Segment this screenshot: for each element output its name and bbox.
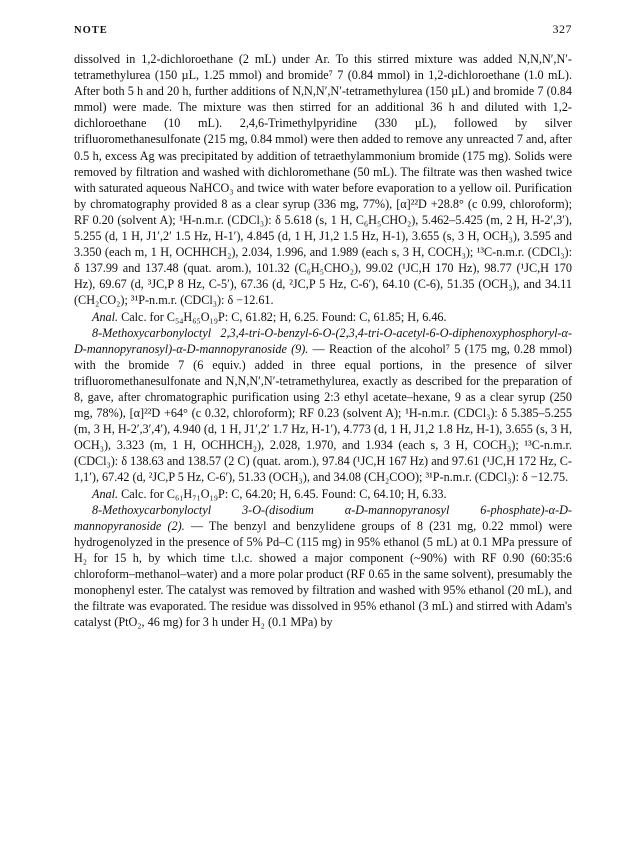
paragraph-text: — Reaction of the alcohol⁷ 5 (175 mg, 0.28 mmol) with the bromide 7 (6 equiv.) added in three equal portions, in the presence of silver trifluoromethanesulfonate and N,N,N′,N′-tetramethylurea, exactly as described for the preparation of 8, gave, after chromatographic purification using 2:3 ethyl acetate–hexane, 9 as a clear syrup (250 mg, 78%), [α]²²D +64° (c 0.32, chloroform); RF 0.23 (solvent A); ¹H-n.m.r. (CDCl₃): δ 5.385–5.255 (m, 3 H, H-2′,3′,4′), 4.940 (d, 1 H, J1′,2′ 1.7 Hz, H-1′), 4.773 (d, 1 H, J1,2 1.8 Hz, H-1), 3.655 (s, 3 H, OCH₃), 3.323 (m, 1 H, OCHHCH₂), 2.028, 1.970, and 1.934 (each s, 3 H, COCH₃); ¹³C-n.m.r. (CDCl₃): δ 138.63 and 138.57 (2 C) (quat. arom.), 97.84 (¹JC,H 167 Hz) and 97.61 (¹JC,H 172 Hz, C-1,1′), 67.42 (d, ²JC,P 5 Hz, C-6′), 51.33 (OCH₃), and 34.08 (CH₂COO); ³¹P-n.m.r. (CDCl₃): δ −12.75. bbox=[74, 341, 572, 485]
section-label: NOTE bbox=[74, 25, 108, 36]
paragraph-text: — The benzyl and benzylidene groups of 8 (231 mg, 0.22 mmol) were hydrogenolyzed in the presence of 5% Pd–C (115 mg) in 95% ethanol (5 mL) at 0.1 MPa pressure of H₂ for 15 h, by which time t.l.c. showed a major component (~90%) with RF 0.90 (60:35:6 chloroform–methanol–water) and a more polar product (RF 0.65 in the same solvent), presumably the monophenyl ester. The catalyst was removed by filtration and washed with 95% ethanol (20 mL), and the filtrate was evaporated. The residue was dissolved in 95% ethanol (3 mL) and stirred with Adam's catalyst (PtO₂, 46 mg) for 3 h under H₂ (0.1 MPa) by bbox=[74, 518, 573, 630]
analysis-lead: Anal. bbox=[92, 486, 119, 501]
paragraph-text: dissolved in 1,2-dichloroethane (2 mL) under Ar. To this stirred mixture was added N,N,N′,N′-tetramethylurea (150 µL, 1.25 mmol) and bromide⁷ 7 (0.84 mmol) in 1,2-dichloroethane (1.0 mL). After both 5 h and 20 h, further additions of N,N,N′,N′-tetramethylurea (150 µL) and bromide 7 (0.84 mmol) were made. The mixture was then stirred for an additional 36 h and diluted with 1,2-dichloroethane (10 mL). 2,4,6-Trimethylpyridine (330 µL), followed by silver trifluoromethanesulfonate (215 mg, 0.84 mmol) were then added to remove any unreacted 7 and, after 0.5 h, excess Ag was precipitated by addition of tetraethylammonium bromide (175 mg). Solids were removed by filtration and washed with dichloromethane (50 mL). The filtrate was then washed twice with saturated aqueous NaHCO₃ and twice with water before evaporation to a yellow oil. Purification by chromatography provided 8 as a clear syrup (336 mg, 77%), [α]²²D +28.8° (c 0.99, chloroform); RF 0.20 (solvent A); ¹H-n.m.r. (CDCl₃): δ 5.618 (s, 1 H, C₆H₅CHO₂), 5.462–5.425 (m, 2 H, H-2′,3′), 5.255 (d, 1 H, J1′,2′ 1.5 Hz, H-1′), 4.845 (d, 1 H, J1,2 1.5 Hz, H-1), 3.655 (s, 3 H, OCH₃), 3.595 and 3.350 (each m, 1 H, OCHHCH₂), 2.034, 1.996, and 1.989 (each s, 3 H, COCH₃); ¹³C-n.m.r. (CDCl₃): δ 137.99 and 137.48 (quat. arom.), 101.32 (C₆H₅CHO₂), 99.02 (¹JC,H 170 Hz), 98.77 (¹JC,H 170 Hz), 69.67 (d, ³JC,P 8 Hz, C-5′), 67.36 (d, ²JC,P 5 Hz, C-6′), 64.10 (C-6), 51.35 (OCH₃), and 34.11 (CH₂CO₂); ³¹P-n.m.r. (CDCl₃): δ −12.61. bbox=[74, 52, 572, 308]
paragraph-analysis-9 bbox=[74, 486, 572, 502]
compound-heading: 8-Methoxycarbonyloctyl 2,3,4-tri-O-benzyl-6-O-(2,3,4-tri-O-acetyl-6-O-diphenoxyphosphoryl-α-D-mannopyranosyl)-α-D-mannopyranoside (9). bbox=[74, 325, 572, 356]
paragraph-compound-8-procedure bbox=[74, 51, 572, 309]
paragraph-text: Calc. for C₆₁H₇₁O₁₉P: C, 64.20; H, 6.45. Found: C, 64.10; H, 6.33. bbox=[118, 486, 447, 501]
paragraph-compound-2 bbox=[74, 502, 572, 631]
paragraph-analysis-8 bbox=[74, 309, 572, 325]
running-head bbox=[74, 22, 572, 37]
analysis-lead: Anal. bbox=[92, 309, 119, 324]
paragraph-compound-9 bbox=[74, 325, 572, 486]
paragraph-text: Calc. for C₅₄H₆₅O₁₉P: C, 61.82; H, 6.25. Found: C, 61.85; H, 6.46. bbox=[118, 309, 447, 324]
compound-heading: 8-Methoxycarbonyloctyl 3-O-(disodium α-D-mannopyranosyl 6-phosphate)-α-D-mannopyranoside (2). bbox=[74, 502, 572, 533]
page-number: 327 bbox=[552, 22, 572, 36]
article-body bbox=[74, 51, 572, 630]
